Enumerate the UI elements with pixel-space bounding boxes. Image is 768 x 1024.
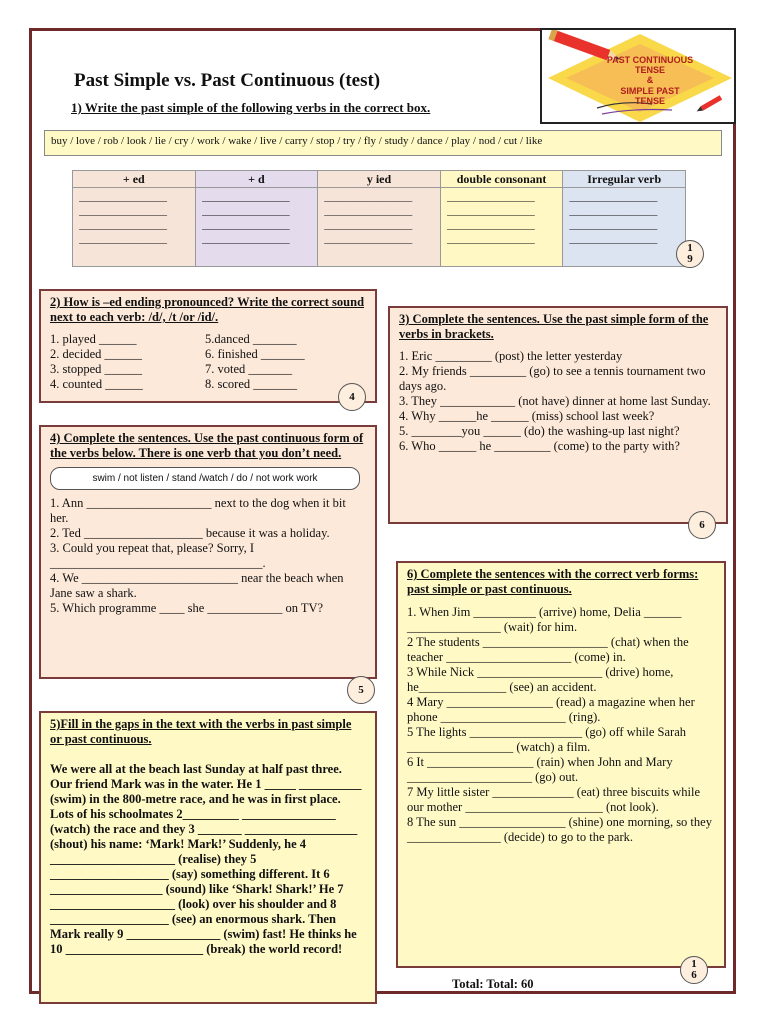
section5-text[interactable]: We were all at the beach last Sunday at half past three. Our friend Mark was in the water. He 1 _____ __________ (swim) in the 800-metre race, and he was in first place. Lots of his schoolmates 2_________ _______________ (watch) the race and they 3 _______ __________________ (shout) his name: ‘Mark! Mark!’ Suddenly, he 4 ____________________ (realise) they 5 ___________________ (say) something different. It 6 __________________ (sound) like ‘Shark! Shark!’ He 7 ____________________ (look) over his shoulder and 8 ___________________ (see) an enormous shark. Then Mark really 9 _______________ (swim) fast! He thinks he 10 ______________________ (break) the world record! — [50, 762, 362, 956]
answer-blank-line[interactable]: ________________ — [569, 219, 658, 231]
answer-blank-line[interactable]: ________________ — [446, 191, 535, 203]
answer-blank-line[interactable]: ________________ — [324, 219, 413, 231]
answer-cell-irregular[interactable] — [563, 188, 686, 267]
section2-item[interactable]: 4. counted ______ — [50, 377, 143, 391]
section2-item[interactable]: 2. decided ______ — [50, 347, 142, 361]
section4-heading: 4) Complete the sentences. Use the past continuous form of the verbs below. There is one verb that you don’t need. — [50, 431, 364, 460]
section2-heading: 2) How is –ed ending pronounced? Write the correct sound next to each verb: /d/, /t /or /id/. — [50, 295, 365, 324]
section4-item[interactable]: 4. We _________________________ near the beach when Jane saw a shark. — [50, 571, 344, 600]
answer-blank-line[interactable]: ________________ — [201, 205, 290, 217]
column-header-ed: + ed — [73, 171, 196, 188]
section3-item[interactable]: 4. Why ______he ______ (miss) school last week? — [399, 409, 655, 423]
section2-box — [39, 289, 377, 403]
section2-item[interactable]: 5.danced _______ — [205, 332, 297, 346]
section6-item[interactable]: 6 It _________________ (rain) when John and Mary ____________________ (go) out. — [407, 755, 673, 784]
column-header-d: + d — [195, 171, 318, 188]
section6-item[interactable]: 5 The lights __________________ (go) off while Sarah _________________ (watch) a film. — [407, 725, 687, 754]
section3-item[interactable]: 2. My friends _________ (go) to see a tennis tournament two days ago. — [399, 364, 706, 393]
section6-box — [396, 561, 726, 968]
answer-blank-line[interactable]: ________________ — [201, 191, 290, 203]
section3-item[interactable]: 1. Eric _________ (post) the letter yesterday — [399, 349, 623, 363]
answer-blank-line[interactable]: ________________ — [569, 205, 658, 217]
score-badge-section4: 5 — [347, 676, 375, 704]
section2-item[interactable]: 6. finished _______ — [205, 347, 305, 361]
verb-category-table — [72, 170, 686, 267]
section3-heading: 3) Complete the sentences. Use the past simple form of the verbs in brackets. — [399, 312, 709, 341]
answer-blank-line[interactable]: ________________ — [201, 219, 290, 231]
page-title: Past Simple vs. Past Continuous (test) — [74, 70, 381, 91]
column-header-ied: y ied — [318, 171, 441, 188]
total-score: Total: Total: 60 — [452, 977, 534, 991]
section3-box — [388, 306, 728, 524]
answer-blank-line[interactable]: ________________ — [446, 219, 535, 231]
answer-blank-line[interactable]: ________________ — [324, 205, 413, 217]
section4-item[interactable]: 2. Ted ___________________ because it was a holiday. — [50, 526, 330, 540]
answer-cell-double-consonant[interactable] — [440, 188, 563, 267]
score-badge-section1: 1 9 — [676, 240, 704, 268]
answer-blank-line[interactable]: ________________ — [446, 233, 535, 245]
answer-blank-line[interactable]: ________________ — [446, 205, 535, 217]
section5-box — [39, 711, 377, 1004]
section3-item[interactable]: 3. They ____________ (not have) dinner at home last Sunday. — [399, 394, 711, 408]
answer-blank-line[interactable]: ________________ — [79, 233, 167, 245]
section6-item[interactable]: 1. When Jim __________ (arrive) home, Delia ______ _______________ (wait) for him. — [407, 605, 682, 634]
section3-item[interactable]: 5. ________you ______ (do) the washing-up last night? — [399, 424, 680, 438]
answer-blank-line[interactable]: ________________ — [324, 233, 413, 245]
section6-item[interactable]: 4 Mary _________________ (read) a magazine when her phone ____________________ (ring). — [407, 695, 695, 724]
answer-blank-line[interactable]: ________________ — [79, 191, 167, 203]
section2-items — [50, 332, 366, 392]
section4-box — [39, 425, 377, 679]
logo-line-2: TENSE — [634, 65, 666, 75]
section2-item[interactable]: 7. voted _______ — [205, 362, 293, 376]
section3-item[interactable]: 6. Who ______ he _________ (come) to the party with? — [399, 439, 680, 453]
logo-line-4: SIMPLE PAST — [620, 86, 680, 96]
answer-cell-ied[interactable] — [318, 188, 441, 267]
answer-blank-line[interactable]: ________________ — [324, 191, 413, 203]
score-badge-section3: 6 — [688, 511, 716, 539]
section1-verb-list: buy / love / rob / look / lie / cry / work / wake / live / carry / stop / try / fly / study / dance / play / nod / cut / like — [44, 130, 722, 156]
section2-item[interactable]: 1. played ______ — [50, 332, 137, 346]
answer-blank-line[interactable]: ________________ — [569, 233, 658, 245]
answer-blank-line[interactable]: ________________ — [569, 191, 658, 203]
section5-heading: 5)Fill in the gaps in the text with the verbs in past simple or past continuous. — [50, 717, 352, 746]
column-header-double-consonant: double consonant — [440, 171, 563, 188]
answer-cell-ed[interactable] — [73, 188, 196, 267]
logo-line-1: PAST CONTINUOUS — [606, 55, 694, 65]
score-badge-section6: 1 6 — [680, 956, 708, 984]
section4-verb-box: swim / not listen / stand /watch / do / not work work — [50, 467, 360, 490]
answer-blank-line[interactable]: ________________ — [201, 233, 290, 245]
section4-item[interactable]: 3. Could you repeat that, please? Sorry, I __________________________________. — [50, 541, 266, 570]
title-logo — [540, 28, 736, 124]
answer-blank-line[interactable]: ________________ — [79, 205, 167, 217]
section1-heading: 1) Write the past simple of the following verbs in the correct box. — [71, 100, 431, 115]
logo-line-5: TENSE — [634, 96, 666, 106]
section4-item[interactable]: 1. Ann ____________________ next to the dog when it bit her. — [50, 496, 346, 525]
section4-item[interactable]: 5. Which programme ____ she ____________ on TV? — [50, 601, 324, 615]
section6-item[interactable]: 2 The students ____________________ (chat) when the teacher ____________________ (come) in. — [407, 635, 689, 664]
section6-heading: 6) Complete the sentences with the correct verb forms: past simple or past continuous. — [407, 567, 699, 596]
section2-item[interactable]: 3. stopped ______ — [50, 362, 143, 376]
logo-line-3: & — [646, 75, 654, 85]
section6-item[interactable]: 3 While Nick ____________________ (drive) home, he______________ (see) an accident. — [407, 665, 674, 694]
score-badge-section2: 4 — [338, 383, 366, 411]
answer-cell-d[interactable] — [195, 188, 318, 267]
section6-item[interactable]: 7 My little sister _____________ (eat) three biscuits while our mother ______________________ (not look). — [407, 785, 701, 814]
column-header-irregular: Irregular verb — [563, 171, 686, 188]
section2-item[interactable]: 8. scored _______ — [205, 377, 297, 391]
answer-blank-line[interactable]: ________________ — [79, 219, 167, 231]
logo-graphic — [542, 30, 736, 124]
section6-item[interactable]: 8 The sun _________________ (shine) one morning, so they _______________ (decide) to go to the park. — [407, 815, 712, 844]
